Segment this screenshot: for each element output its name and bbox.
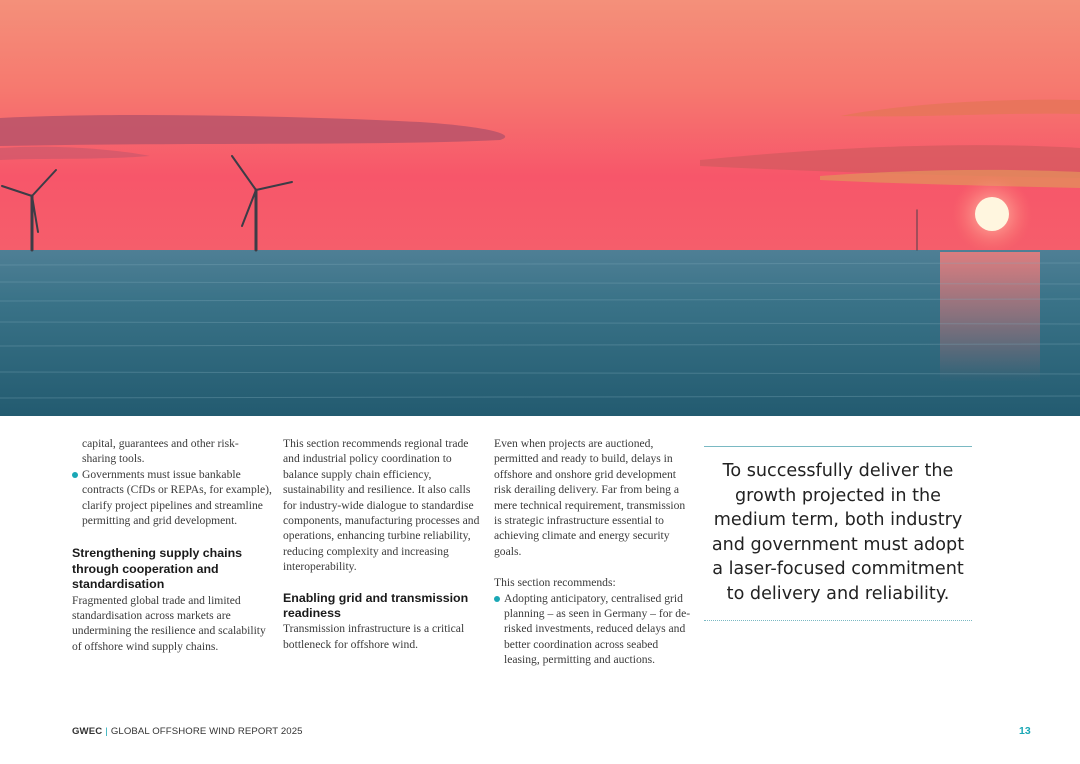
body-paragraph: This section recommends regional trade and industrial policy coordination to balance supply chain efficiency, sustainability and resilience. It also calls for industry-wide dialogue to standardise components, manufacturing processes and operations, enhancing turbine reliability, reducing complexity and increasing interoperability. [283, 437, 480, 574]
section-heading-supply-chains: Strengthening supply chains through cooperation and standardisation [72, 546, 243, 592]
page-number: 13 [1019, 725, 1031, 737]
footer-separator: | [105, 726, 108, 737]
bullet-item [494, 591, 694, 668]
body-paragraph: Transmission infrastructure is a critical bottleneck for offshore wind. [283, 622, 465, 651]
bullet-text: Adopting anticipatory, centralised grid planning – as seen in Germany – for de-risked investments, reduced delays and better coordination across seabed leasing, permitting and auctions. [504, 591, 691, 667]
text-column-1 [72, 436, 272, 654]
bullet-text: Governments must issue bankable contracts (CfDs or REPAs, for example), clarify project pipelines and streamline permitting and grid development. [82, 467, 272, 528]
bullet-item [72, 467, 272, 529]
section-heading-grid-readiness: Enabling grid and transmission readiness [283, 590, 469, 621]
continued-text: capital, guarantees and other risk-sharing tools. [82, 437, 239, 466]
footer-report-title: GLOBAL OFFSHORE WIND REPORT 2025 [110, 726, 303, 737]
body-paragraph: Even when projects are auctioned, permitted and ready to build, delays in offshore and onshore grid development risk derailing delivery. Far from being a mere technical requirement, transmission is strategic infrastructure essential to achieving climate and energy security goals. [494, 437, 686, 558]
recommendations-intro: This section recommends: [494, 576, 616, 590]
pull-quote [704, 446, 972, 621]
footer-org: GWEC [72, 726, 103, 737]
body-paragraph: Fragmented global trade and limited standardisation across markets are undermining the resilience and scalability of offshore wind supply chains. [72, 593, 266, 653]
bullet-dot-icon [494, 596, 500, 602]
footer-running-title [72, 726, 303, 737]
bullet-dot-icon [72, 472, 78, 478]
text-column-3 [494, 436, 694, 668]
text-column-2 [283, 436, 481, 652]
pull-quote-text: To successfully deliver the growth projected in the medium term, both industry and government must adopt a laser-focused commitment to delivery and reliability. [711, 461, 965, 604]
